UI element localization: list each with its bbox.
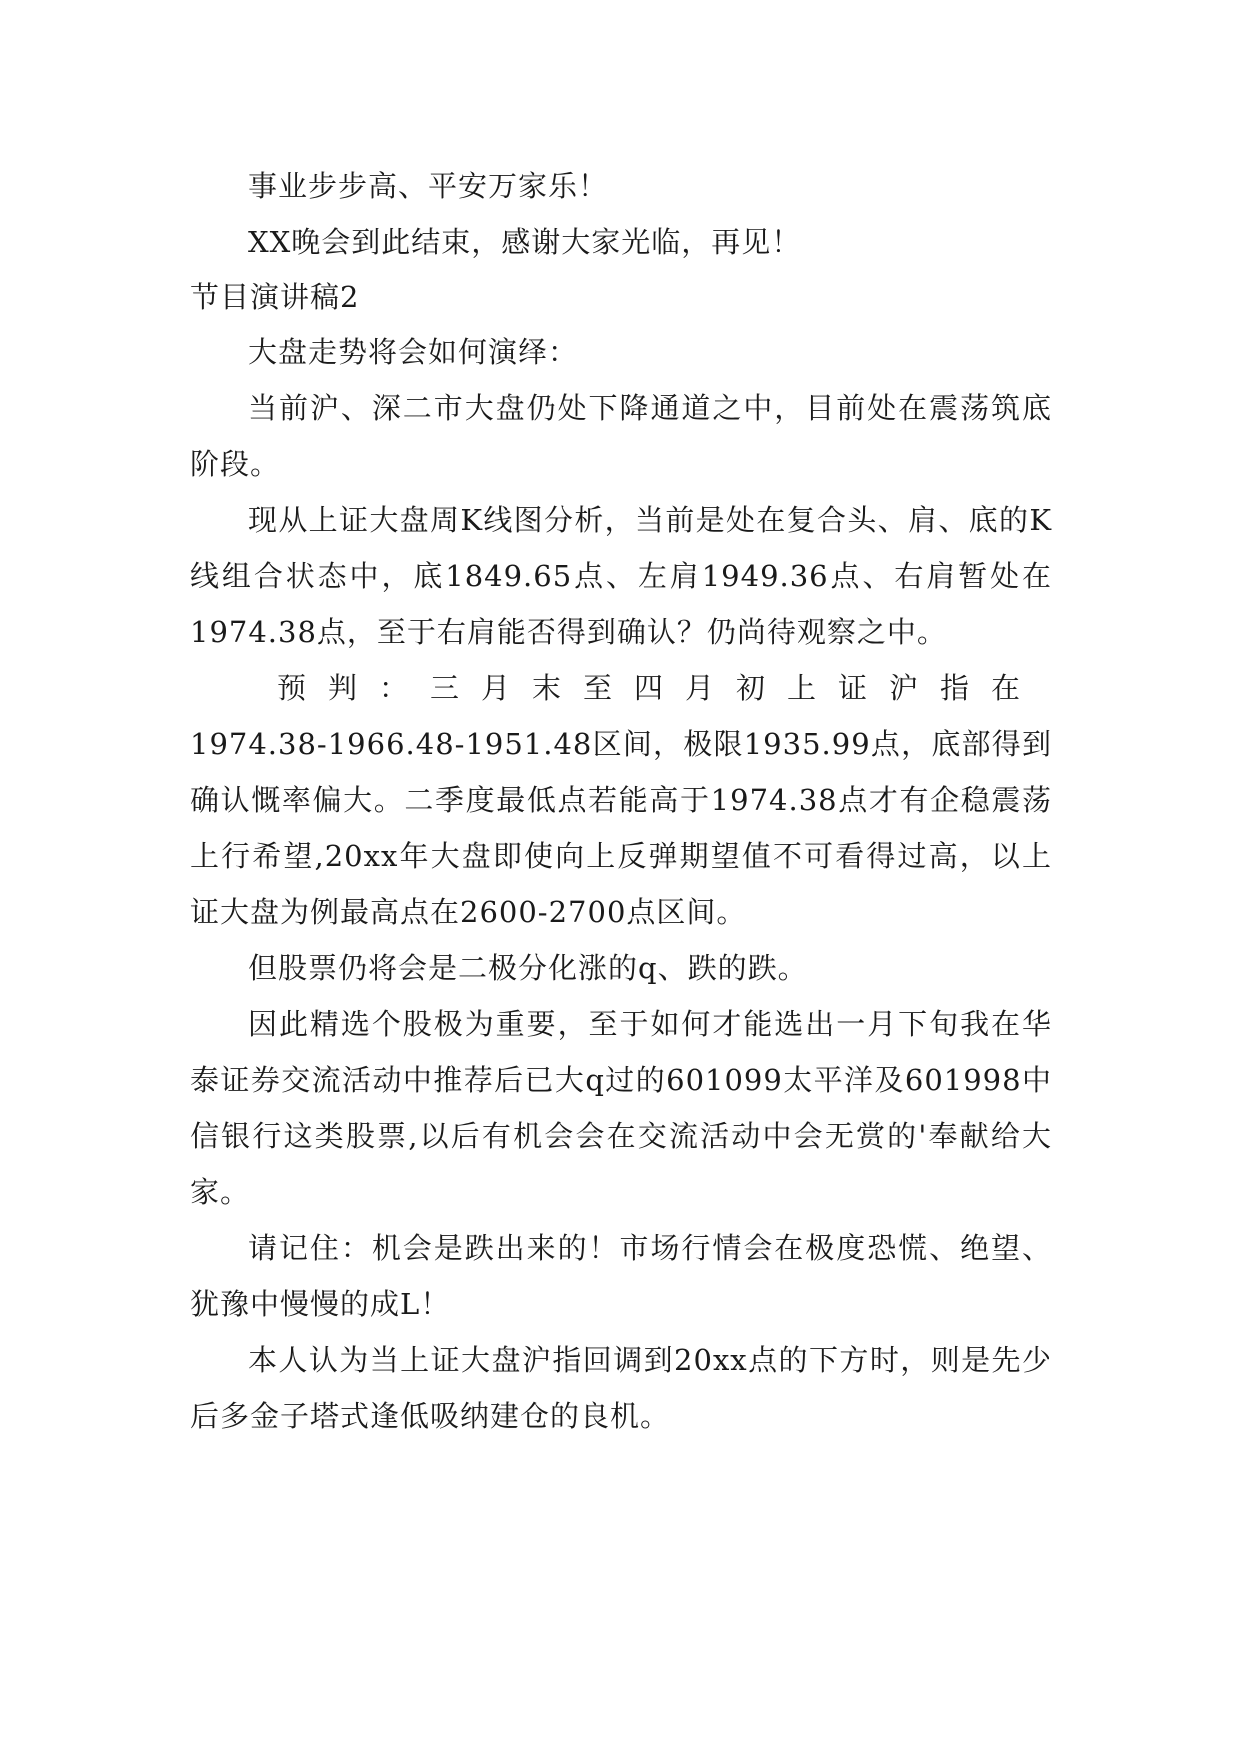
document-body <box>190 158 1052 1444</box>
paragraph-k-line-analysis: 现从上证大盘周K线图分析，当前是处在复合头、肩、底的K线组合状态中，底1849.65点、左肩1949.36点、右肩暂处在1974.38点，至于右肩能否得到确认？仍尚待观察之中。 <box>190 503 1052 649</box>
paragraph-remember: 请记住：机会是跌出来的！市场行情会在极度恐慌、绝望、犹豫中慢慢的成L！ <box>190 1231 1052 1321</box>
paragraph-market-trend: 大盘走势将会如何演绎： <box>248 335 579 369</box>
paragraph-forecast-label <box>190 660 1052 716</box>
forecast-label: 预判：三月末至四月初上证沪指在 <box>277 671 1043 705</box>
paragraph-current-state: 当前沪、深二市大盘仍处下降通道之中，目前处在震荡筑底阶段。 <box>190 391 1052 481</box>
paragraph-buying-opportunity: 本人认为当上证大盘沪指回调到20xx点的下方时，则是先少后多金子塔式逢低吸纳建仓的良机。 <box>190 1343 1052 1433</box>
closing-line-2: XX晚会到此结束，感谢大家光临，再见！ <box>248 225 802 259</box>
closing-line-1: 事业步步高、平安万家乐！ <box>248 169 609 203</box>
paragraph-stock-selection: 因此精选个股极为重要，至于如何才能选出一月下旬我在华泰证券交流活动中推荐后已大q过的601099太平洋及601998中信银行这类股票,以后有机会会在交流活动中会无赏的'奉献给大家。 <box>190 1007 1052 1209</box>
paragraph-polarization: 但股票仍将会是二极分化涨的q、跌的跌。 <box>248 951 808 985</box>
section-title: 节目演讲稿2 <box>190 280 360 314</box>
paragraph-forecast-body: 1974.38-1966.48-1951.48区间，极限1935.99点，底部得到确认慨率偏大。二季度最低点若能高于1974.38点才有企稳震荡上行希望,20xx年大盘即使向上反弹期望值不可看得过高，以上证大盘为例最高点在2600-2700点区间。 <box>190 727 1052 929</box>
